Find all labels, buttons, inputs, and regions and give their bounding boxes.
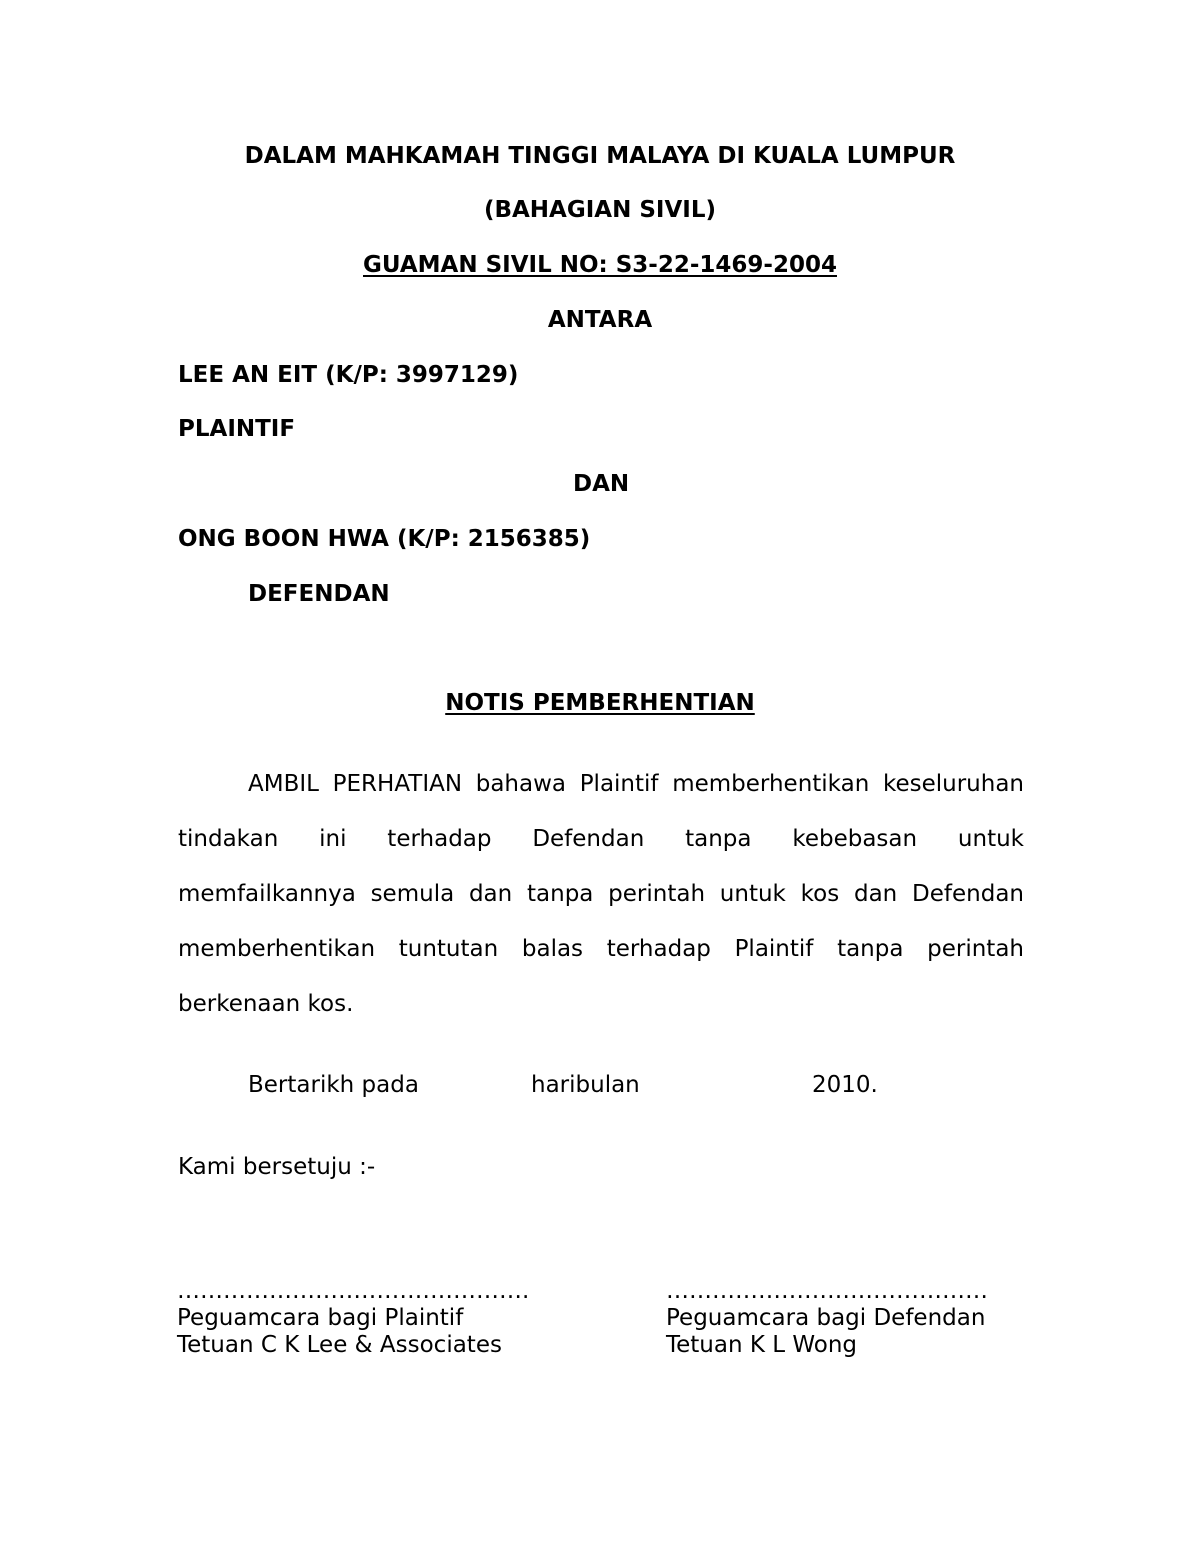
body-line: AMBIL PERHATIAN bahawa Plaintif memberhentikan keseluruhan <box>248 771 1024 797</box>
signature-firm: Tetuan K L Wong <box>666 1332 858 1358</box>
date-prefix: Bertarikh pada <box>248 1072 419 1098</box>
signature-firm: Tetuan C K Lee & Associates <box>177 1332 502 1358</box>
signature-role: Peguamcara bagi Plaintif <box>177 1305 464 1331</box>
court-title: DALAM MAHKAMAH TINGGI MALAYA DI KUALA LUMPUR <box>244 143 956 169</box>
and-label: DAN <box>573 471 630 497</box>
body-line: memberhentikan tuntutan balas terhadap Plaintif tanpa perintah <box>178 936 1024 962</box>
signature-role: Peguamcara bagi Defendan <box>666 1305 986 1331</box>
notice-title <box>0 689 1200 717</box>
notice-body <box>178 770 1024 1018</box>
agreement-text: Kami bersetuju :- <box>178 1154 376 1180</box>
division-label: (BAHAGIAN SIVIL) <box>483 197 717 223</box>
body-line: memfailkannya semula dan tanpa perintah untuk kos dan Defendan <box>178 881 1024 907</box>
signature-block-defendant <box>666 1278 988 1359</box>
date-year: 2010. <box>812 1072 878 1098</box>
signature-line: ………………………………………. <box>177 1278 530 1304</box>
body-line: berkenaan kos. <box>178 991 354 1017</box>
body-line: tindakan ini terhadap Defendan tanpa kebebasan untuk <box>178 826 1024 852</box>
defendant-label: DEFENDAN <box>248 581 390 607</box>
case-number <box>0 251 1200 279</box>
date-middle: haribulan <box>531 1072 640 1098</box>
plaintiff-name: LEE AN EIT (K/P: 3997129) <box>178 362 519 388</box>
between-label: ANTARA <box>547 307 653 333</box>
notice-title-text: NOTIS PEMBERHENTIAN <box>445 690 755 716</box>
signature-block-plaintiff <box>177 1278 529 1359</box>
case-number-text: GUAMAN SIVIL NO: S3-22-1469-2004 <box>363 252 837 278</box>
plaintiff-label: PLAINTIF <box>178 416 296 442</box>
defendant-name: ONG BOON HWA (K/P: 2156385) <box>178 526 591 552</box>
signature-line: …………………………………… <box>666 1278 988 1304</box>
